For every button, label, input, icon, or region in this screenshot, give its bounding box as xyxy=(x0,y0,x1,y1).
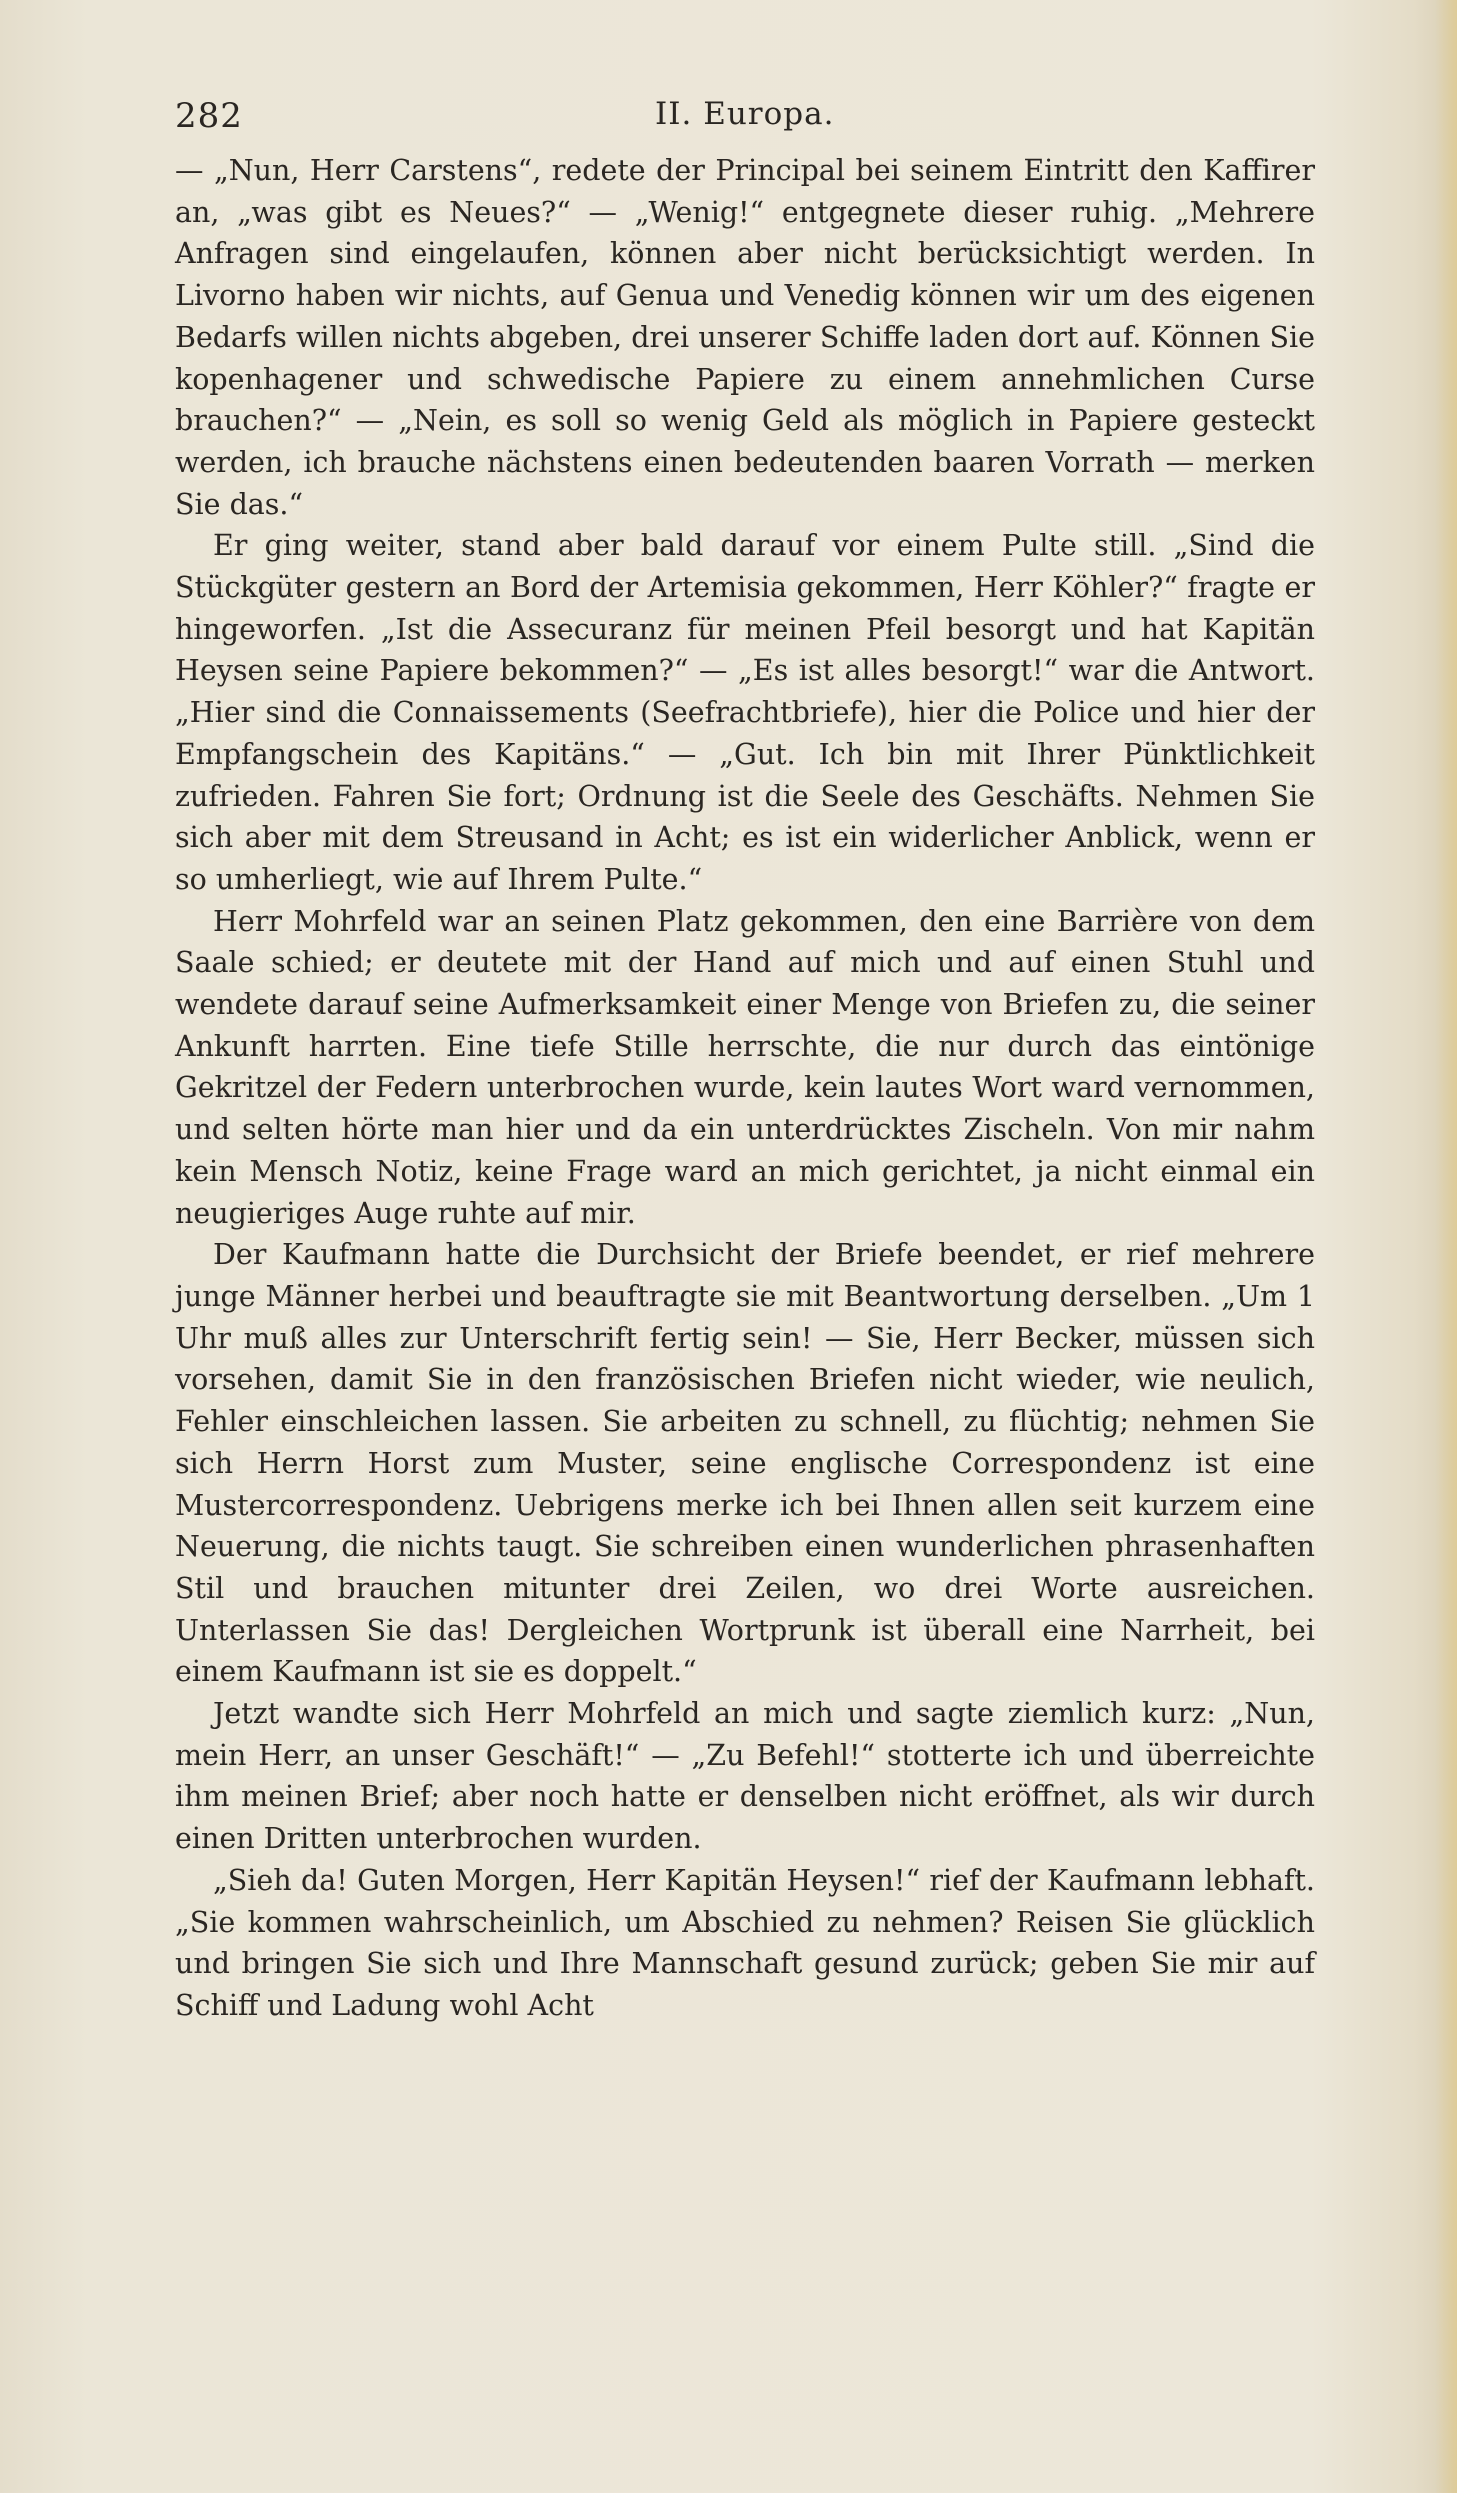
running-head: II. Europa. xyxy=(655,96,835,132)
paragraph: Herr Mohrfeld war an seinen Platz gekommen, den eine Barrière von dem Saale schied; er deutete mit der Hand auf mich und auf einen Stuhl und wendete darauf seine Aufmerksamkeit einer Menge von Briefen zu, die seiner Ankunft harrten. Eine tiefe Stille herrschte, die nur durch das eintönige Gekritzel der Federn unterbrochen wurde, kein lautes Wort ward vernommen, und selten hörte man hier und da ein unterdrücktes Zischeln. Von mir nahm kein Mensch Notiz, keine Frage ward an mich gerichtet, ja nicht einmal ein neugieriges Auge ruhte auf mir. xyxy=(175,904,1315,1230)
page-number: 282 xyxy=(175,96,243,136)
body-text xyxy=(175,150,1315,2027)
paragraph: Der Kaufmann hatte die Durchsicht der Briefe beendet, er rief mehrere junge Männer herbei und beauftragte sie mit Beantwortung derselben. „Um 1 Uhr muß alles zur Unterschrift fertig sein! — Sie, Herr Becker, müssen sich vorsehen, damit Sie in den französischen Briefen nicht wieder, wie neulich, Fehler einschleichen lassen. Sie arbeiten zu schnell, zu flüchtig; nehmen Sie sich Herrn Horst zum Muster, seine englische Correspondenz ist eine Mustercorrespondenz. Uebrigens merke ich bei Ihnen allen seit kurzem eine Neuerung, die nichts taugt. Sie schreiben einen wunderlichen phrasenhaften Stil und brauchen mitunter drei Zeilen, wo drei Worte ausreichen. Unterlassen Sie das! Dergleichen Wortprunk ist überall eine Narrheit, bei einem Kaufmann ist sie es doppelt.“ xyxy=(175,1238,1315,1689)
page-header xyxy=(175,96,1305,146)
paragraph: „Sieh da! Guten Morgen, Herr Kapitän Heysen!“ rief der Kaufmann lebhaft. „Sie kommen wahrscheinlich, um Abschied zu nehmen? Reisen Sie glücklich und bringen Sie sich und Ihre Mannschaft gesund zurück; geben Sie mir auf Schiff und Ladung wohl Acht xyxy=(175,1863,1315,2022)
paragraph: Er ging weiter, stand aber bald darauf vor einem Pulte still. „Sind die Stückgüter gestern an Bord der Artemisia gekommen, Herr Köhler?“ fragte er hingeworfen. „Ist die Assecuranz für meinen Pfeil besorgt und hat Kapitän Heysen seine Papiere bekommen?“ — „Es ist alles besorgt!“ war die Antwort. „Hier sind die Connaissements (Seefrachtbriefe), hier die Police und hier der Empfangschein des Kapitäns.“ — „Gut. Ich bin mit Ihrer Pünktlichkeit zufrieden. Fahren Sie fort; Ordnung ist die Seele des Geschäfts. Nehmen Sie sich aber mit dem Streusand in Acht; es ist ein widerlicher Anblick, wenn er so umherliegt, wie auf Ihrem Pulte.“ xyxy=(175,529,1315,896)
page-edge-shading xyxy=(1435,0,1457,2493)
paragraph: Jetzt wandte sich Herr Mohrfeld an mich und sagte ziemlich kurz: „Nun, mein Herr, an unser Geschäft!“ — „Zu Befehl!“ stotterte ich und überreichte ihm meinen Brief; aber noch hatte er denselben nicht eröffnet, als wir durch einen Dritten unterbrochen wurden. xyxy=(175,1697,1315,1856)
paragraph: — „Nun, Herr Carstens“, redete der Principal bei seinem Eintritt den Kaffirer an, „was gibt es Neues?“ — „Wenig!“ entgegnete dieser ruhig. „Mehrere Anfragen sind eingelaufen, können aber nicht berücksichtigt werden. In Livorno haben wir nichts, auf Genua und Venedig können wir um des eigenen Bedarfs willen nichts abgeben, drei unserer Schiffe laden dort auf. Können Sie kopenhagener und schwedische Papiere zu einem annehmlichen Curse brauchen?“ — „Nein, es soll so wenig Geld als möglich in Papiere gesteckt werden, ich brauche nächstens einen bedeutenden baaren Vorrath — merken Sie das.“ xyxy=(175,154,1315,521)
